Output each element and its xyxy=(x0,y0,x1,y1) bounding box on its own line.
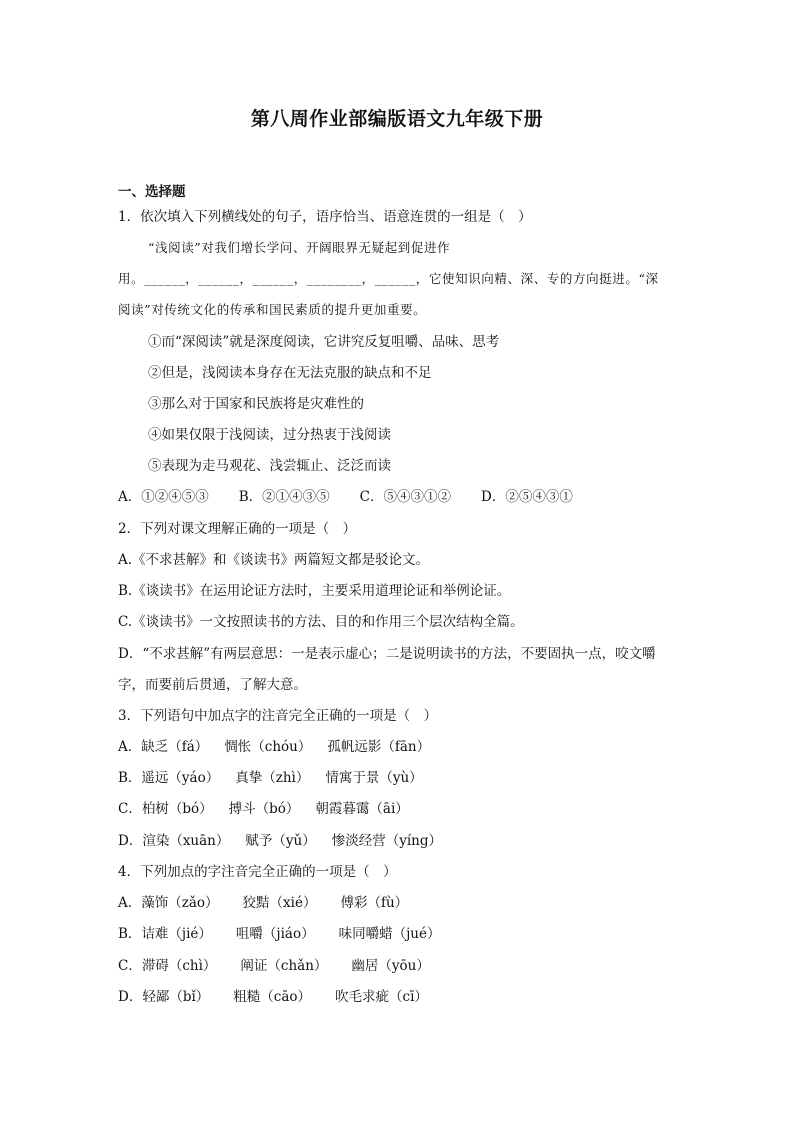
q2-option-d-continued: 字，而要前后贯通，了解大意。 xyxy=(118,677,307,693)
q1-options xyxy=(118,488,573,506)
q2-stem: 2．下列对课文理解正确的一项是（ ） xyxy=(118,521,357,537)
q3-a-word3: 孤帆远影（fān） xyxy=(327,739,431,755)
q4-a-word3: 傅彩（fù） xyxy=(340,895,409,911)
q1-passage-line: 阅读”对传统文化的传承和国民素质的提升更加重要。 xyxy=(118,302,427,317)
q3-d-word2: 赋予（yǔ） xyxy=(245,833,316,849)
q1-option-b[interactable]: B．②①④③⑤ xyxy=(238,489,330,505)
q4-option-d[interactable] xyxy=(118,988,428,1006)
q3-stem: 3．下列语句中加点字的注音完全正确的一项是（ ） xyxy=(118,708,438,724)
q1-item: ②但是，浅阅读本身存在无法克服的缺点和不足 xyxy=(148,365,432,381)
q1-passage-line: “浅阅读”对我们增长学问、开阔眼界无疑起到促进作 xyxy=(148,240,451,255)
q4-d-word2: 粗糙（cāo） xyxy=(233,989,312,1005)
q1-item: ①而“深阅读”就是深度阅读，它讲究反复咀嚼、品味、思考 xyxy=(148,334,500,350)
q3-d-word3: 惨淡经营（yíng） xyxy=(331,833,442,849)
q4-option-a[interactable] xyxy=(118,894,408,912)
q1-option-c[interactable]: C．⑤④③①② xyxy=(359,489,452,505)
q1-item: ③那么对于国家和民族将是灾难性的 xyxy=(148,396,364,412)
q1-stem: 1．依次填入下列横线处的句子，语序恰当、语意连贯的一组是（ ） xyxy=(118,209,532,225)
q4-a-word2: 狡黠（xié） xyxy=(242,895,317,911)
q3-c-word3: 朝霞暮霭（āi） xyxy=(315,801,409,817)
q4-option-c[interactable] xyxy=(118,957,430,975)
q3-d-word1: D．渲染（xuān） xyxy=(118,833,230,849)
q4-d-word1: D．轻鄙（bǐ） xyxy=(118,989,210,1005)
q3-a-word2: 惆怅（chóu） xyxy=(224,739,312,755)
q3-b-word1: B．遥远（yáo） xyxy=(118,770,220,786)
q4-c-word3: 幽居（yōu） xyxy=(351,958,430,974)
q3-b-word3: 情寓于景（yù） xyxy=(325,770,423,786)
q1-passage-line: 用。______，______，______，________，______，它使知识向精、深、专的方向挺进。“深 xyxy=(118,271,659,286)
q3-b-word2: 真挚（zhì） xyxy=(235,770,310,786)
q2-option-c[interactable]: C.《谈读书》一文按照读书的方法、目的和作用三个层次结构全篇。 xyxy=(118,614,524,630)
q2-option-a[interactable]: A.《不求甚解》和《谈读书》两篇短文都是驳论文。 xyxy=(118,552,430,568)
q4-d-word3: 吹毛求疵（cī） xyxy=(335,989,428,1005)
q3-option-b[interactable] xyxy=(118,769,423,787)
q3-a-word1: A．缺乏（fá） xyxy=(118,739,209,755)
q3-c-word2: 搏斗（bó） xyxy=(228,801,300,817)
q3-option-a[interactable] xyxy=(118,738,430,756)
q4-b-word3: 味同嚼蜡（jué） xyxy=(338,926,441,942)
q2-option-d[interactable]: D．“不求甚解”有两层意思：一是表示虚心；二是说明读书的方法，不要固执一点，咬文嚼 xyxy=(118,646,656,662)
q3-c-word1: C．柏树（bó） xyxy=(118,801,213,817)
q4-c-word2: 阐证（chǎn） xyxy=(240,958,328,974)
q2-option-b[interactable]: B.《谈读书》在运用论证方法时，主要采用道理论证和举例论证。 xyxy=(118,583,511,599)
q1-item: ⑤表现为走马观花、浅尝辄止、泛泛而读 xyxy=(148,458,391,474)
q4-a-word1: A．藻饰（zǎo） xyxy=(118,895,219,911)
q4-b-word1: B．诘难（jié） xyxy=(118,926,212,942)
page-title: 第八周作业部编版语文九年级下册 xyxy=(250,108,544,130)
q1-item: ④如果仅限于浅阅读，过分热衷于浅阅读 xyxy=(148,427,391,443)
q1-option-d[interactable]: D．②⑤④③① xyxy=(481,489,573,505)
q3-option-c[interactable] xyxy=(118,800,409,818)
q3-option-d[interactable] xyxy=(118,832,442,850)
q1-option-a[interactable]: A．①②④⑤③ xyxy=(118,489,209,505)
q4-b-word2: 咀嚼（jiáo） xyxy=(235,926,315,942)
section-heading: 一、选择题 xyxy=(118,184,186,200)
q4-option-b[interactable] xyxy=(118,925,440,943)
q4-c-word1: C．滞碍（chì） xyxy=(118,958,217,974)
q4-stem: 4．下列加点的字注音完全正确的一项是（ ） xyxy=(118,864,397,880)
